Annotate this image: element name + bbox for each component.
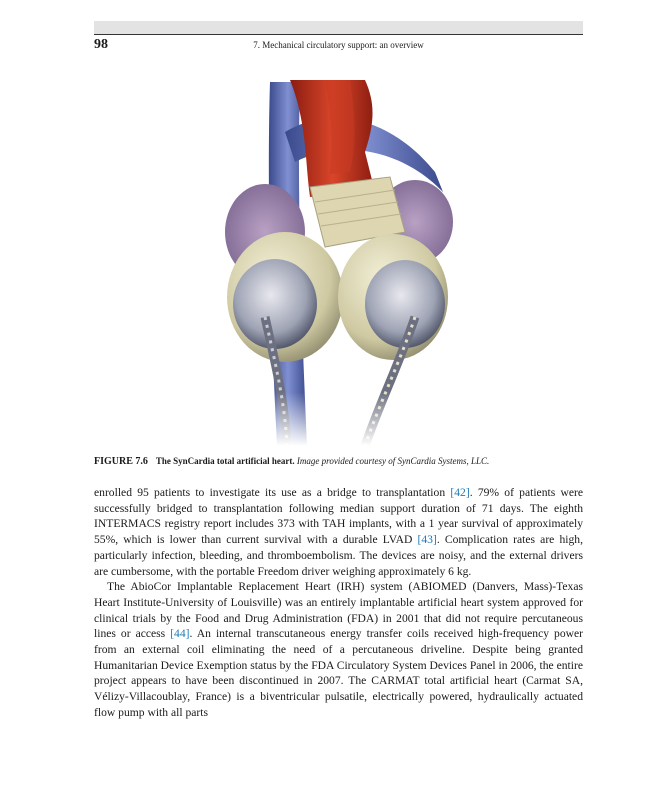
- right-pump: [338, 234, 448, 360]
- text-run: The AbioCor Implantable Replacement Heart (IRH) system (ABIOMED (Danvers, Mass)-Texas Heart Institute-University of Louisville) was an entirely implantable artificial heart system approved for clinical trials by the Food and Drug Administration (FDA) in 2001 that did not require percutaneous lines or access: [94, 580, 583, 641]
- text-run: enrolled 95 patients to investigate its use as a bridge to transplantation: [94, 486, 451, 499]
- text-run: . Complication rates are high, particularly infection, bleeding, and thromboembolism. The devices are noisy, and the external drivers are cumbersome, with the portable Freedom driver weighing approximately 6 kg.: [94, 533, 583, 578]
- paragraph: [94, 485, 583, 579]
- figure-credit: Image provided courtesy of SynCardia Systems, LLC.: [296, 456, 490, 466]
- left-pump: [227, 232, 343, 362]
- header-bar: [94, 21, 583, 34]
- paragraph: [94, 579, 583, 720]
- page-number: 98: [94, 37, 108, 52]
- figure-caption: [94, 456, 583, 467]
- body-text: [94, 485, 583, 721]
- citation-link[interactable]: [43]: [417, 533, 437, 547]
- figure-illustration: [215, 62, 475, 446]
- running-title: 7. Mechanical circulatory support: an overview: [253, 40, 424, 50]
- citation-link[interactable]: [44]: [170, 627, 190, 641]
- header-rule: [94, 34, 583, 35]
- figure-label: FIGURE 7.6: [94, 456, 148, 467]
- citation-link[interactable]: [42]: [450, 486, 470, 499]
- text-run: . An internal transcutaneous energy transfer coils received high-frequency power from an external coil eliminating the need of a percutaneous driveline. Despite being granted Humanitarian Device Exemption status by the FDA Circulatory System Devices Panel in 2006, the entire project appears to have been discontinued in 2007. The CARMAT total artificial heart (Carmat SA, Vélizy-Villacoublay, France) is a biventricular pulsatile, electrically powered, hydraulically actuated flow pump with all parts: [94, 627, 583, 719]
- figure-title: The SynCardia total artificial heart.: [155, 456, 295, 466]
- text-run: . 79% of patients were successfully bridged to transplantation following median support duration of 71 days. The eighth INTERMACS registry report includes 373 with TAH implants, with a 1 year survival of approximately 55%, which is lower than current survival with a durable LVAD: [94, 486, 583, 547]
